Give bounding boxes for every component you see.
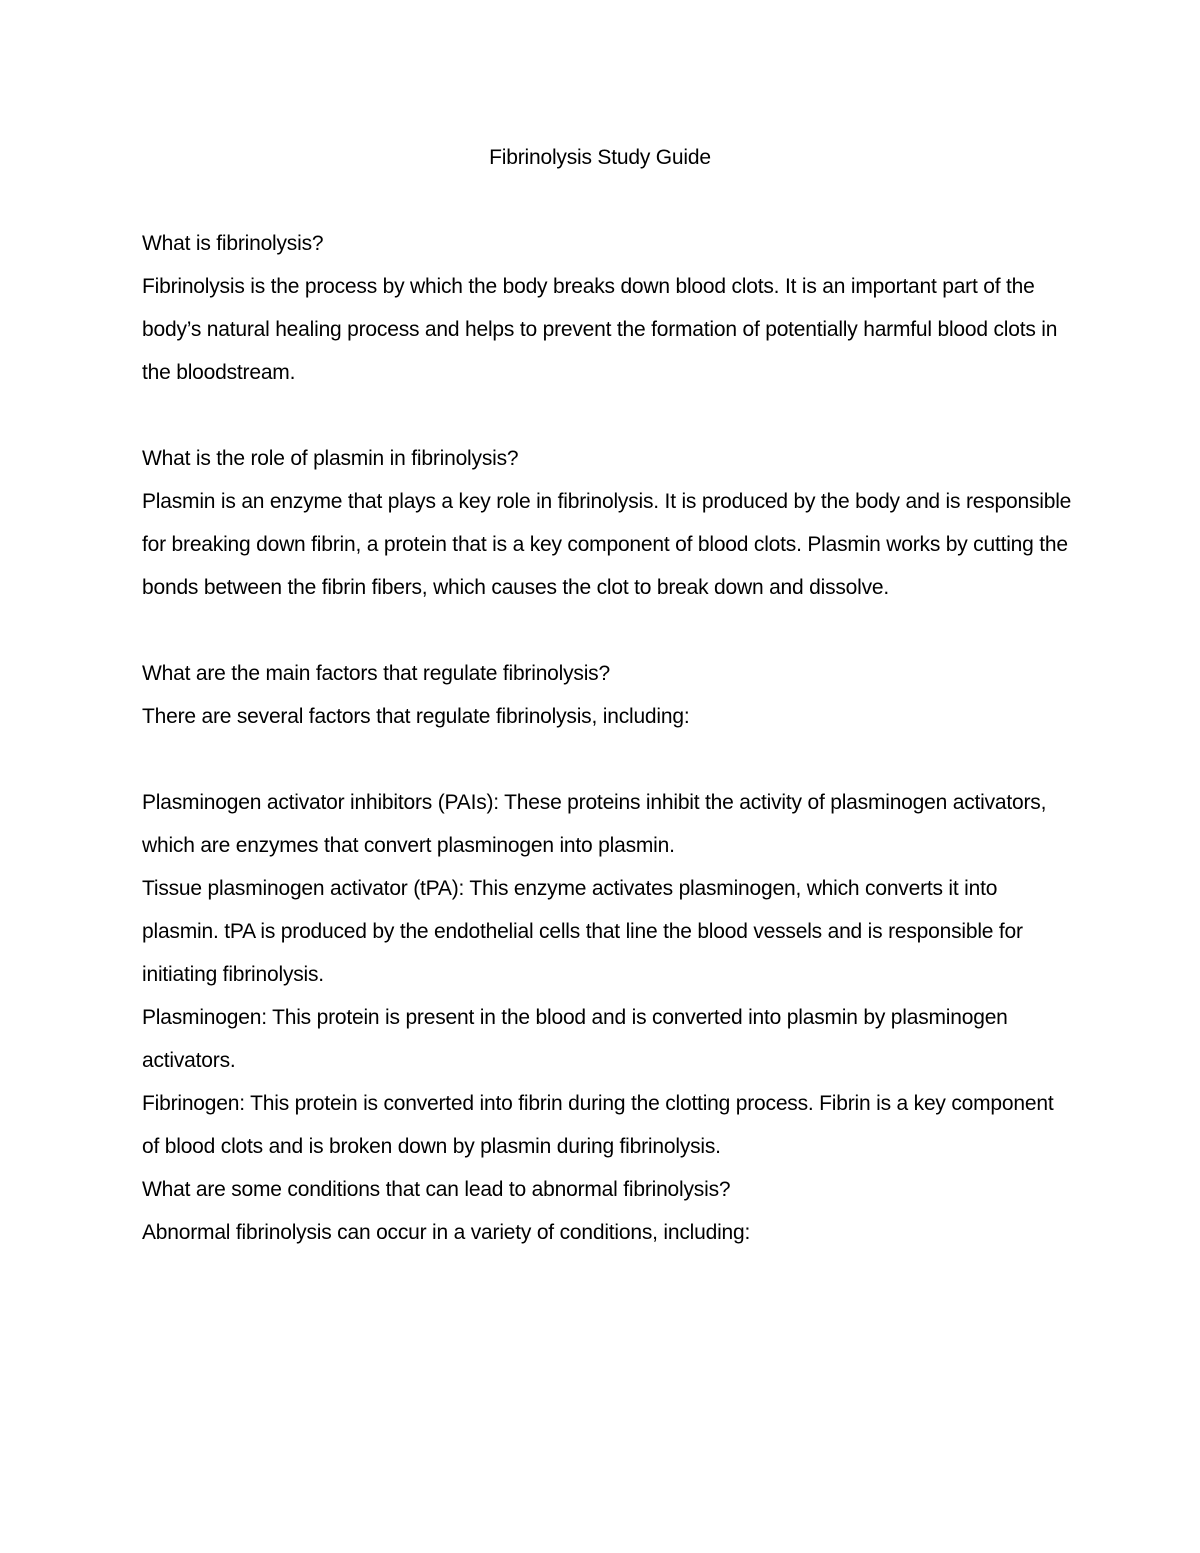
factor-fibrinogen: Fibrinogen: This protein is converted into fibrin during the clotting process. Fibrin is a key component of blood clots and is broken down by plasmin during fibrinolysis.	[142, 1092, 1054, 1158]
answer-3: There are several factors that regulate fibrinolysis, including:	[142, 705, 690, 728]
document-body	[142, 136, 1072, 1254]
answer-4: Abnormal fibrinolysis can occur in a variety of conditions, including:	[142, 1221, 751, 1244]
factor-plasminogen: Plasminogen: This protein is present in the blood and is converted into plasmin by plasminogen activators.	[142, 1006, 1008, 1072]
question-3: What are the main factors that regulate fibrinolysis?	[142, 662, 610, 685]
blank-line	[142, 738, 1072, 781]
document-title: Fibrinolysis Study Guide	[489, 146, 711, 169]
answer-1: Fibrinolysis is the process by which the body breaks down blood clots. It is an important part of the body’s natural healing process and helps to prevent the formation of potentially harmful blood clots in the bloodstream.	[142, 275, 1058, 384]
blank-line	[142, 394, 1072, 437]
blank-line	[142, 609, 1072, 652]
factor-pai: Plasminogen activator inhibitors (PAIs): These proteins inhibit the activity of plasminogen activators, which are enzymes that convert plasminogen into plasmin.	[142, 791, 1047, 857]
factor-tpa: Tissue plasminogen activator (tPA): This enzyme activates plasminogen, which converts it into plasmin. tPA is produced by the endothelial cells that line the blood vessels and is responsible for initiating fibrinolysis.	[142, 877, 1023, 986]
blank-line	[142, 179, 1072, 222]
answer-2: Plasmin is an enzyme that plays a key role in fibrinolysis. It is produced by the body and is responsible for breaking down fibrin, a protein that is a key component of blood clots. Plasmin works by cutting the bonds between the fibrin fibers, which causes the clot to break down and dissolve.	[142, 490, 1072, 599]
question-4: What are some conditions that can lead to abnormal fibrinolysis?	[142, 1178, 731, 1201]
question-2: What is the role of plasmin in fibrinolysis?	[142, 447, 519, 470]
question-1: What is fibrinolysis?	[142, 232, 324, 255]
